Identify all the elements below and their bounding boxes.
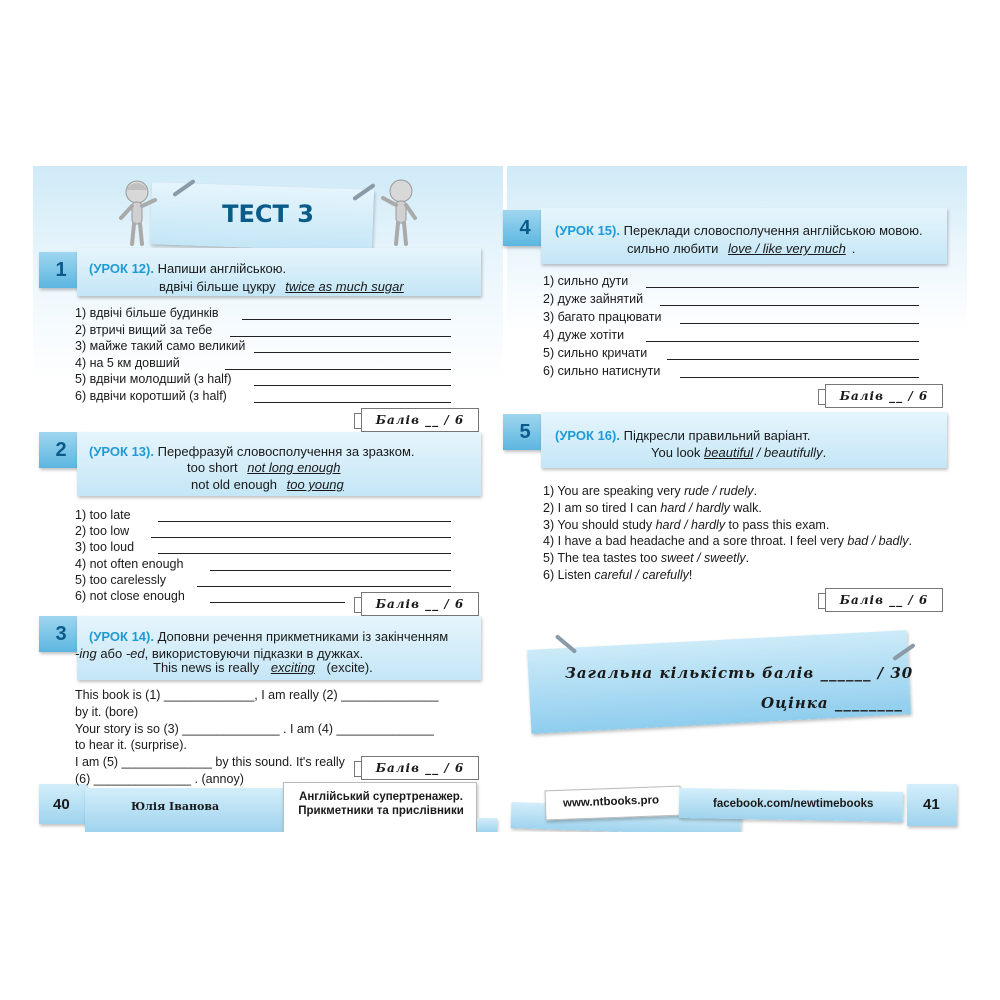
test-title: ТЕСТ 3 bbox=[222, 200, 314, 228]
exercise-4-number: 4 bbox=[503, 210, 547, 246]
exercise-3-instruction: (УРОК 14). Доповни речення прикметниками із закінченням bbox=[89, 629, 449, 644]
exercise-4-example: сильно любити love / like very much . bbox=[627, 241, 856, 256]
answer-blank[interactable] bbox=[254, 385, 451, 386]
exercise-3-instruction-line-2: -ing або -ed, використовуючи підказки в дужках. bbox=[75, 646, 364, 661]
exercise-5-instruction: (УРОК 16). Підкресли правильний варіант. bbox=[555, 428, 811, 443]
exercise-2-number: 2 bbox=[39, 432, 83, 468]
answer-options[interactable]: sweet / sweetly bbox=[660, 551, 746, 566]
answer-blank[interactable] bbox=[660, 305, 919, 306]
answer-blank[interactable] bbox=[680, 377, 919, 378]
exercise-item: 6) not close enough bbox=[75, 589, 185, 603]
answer-blank[interactable] bbox=[210, 602, 345, 603]
answer-blank[interactable] bbox=[151, 537, 451, 538]
exercise-item: 1) You are speaking very rude / rudely. bbox=[543, 484, 758, 498]
exercise-text-line: This book is (1) _____________, I am really (2) ______________ bbox=[75, 688, 439, 702]
exercise-text-line: (6) ______________ . (annoy) bbox=[75, 772, 244, 786]
answer-options[interactable]: rude / rudely bbox=[684, 484, 754, 498]
exercise-item: 5) too carelessly bbox=[75, 572, 167, 587]
exercise-4-instruction: (УРОК 15). Переклади словосполучення англійською мовою. bbox=[555, 223, 923, 238]
answer-blank[interactable] bbox=[158, 521, 451, 522]
answer-options[interactable]: hard / hardly bbox=[655, 517, 726, 532]
exercise-item: 3) You should study hard / hardly to pass this exam. bbox=[543, 517, 830, 532]
exercise-text-line: by it. (bore) bbox=[75, 704, 139, 719]
book-spread bbox=[33, 166, 967, 832]
girl-figure-icon bbox=[115, 178, 161, 248]
answer-blank[interactable] bbox=[667, 359, 919, 360]
exercise-2-instruction: (УРОК 13). Перефразуй словосполучення за зразком. bbox=[89, 444, 415, 459]
author-name: Юлія Іванова bbox=[131, 800, 220, 813]
score-box-5: Балів __ / 6 bbox=[825, 588, 943, 612]
example-answer: twice as much sugar bbox=[285, 279, 404, 294]
exercise-item: 5) The tea tastes too sweet / sweetly. bbox=[543, 551, 750, 566]
total-score-label: Загальна кількість балів ______ / 30 bbox=[565, 664, 914, 682]
lesson-label: (УРОК 13). bbox=[89, 444, 154, 459]
answer-blank[interactable] bbox=[254, 402, 451, 403]
answer-options[interactable]: careful / carefully bbox=[594, 568, 689, 582]
exercise-1-instruction: (УРОК 12). Напиши англійською. bbox=[89, 261, 287, 276]
exercise-item: 2) too low bbox=[75, 524, 130, 539]
exercise-text-line: I am (5) _____________ by this sound. It's really bbox=[75, 755, 345, 770]
exercise-item: 5) вдвічи молодший (з half) bbox=[75, 372, 232, 386]
exercise-item: 6) сильно натиснути bbox=[543, 364, 661, 378]
left-footer-strip bbox=[477, 818, 497, 832]
exercise-item: 1) too late bbox=[75, 508, 131, 522]
exercise-item: 2) дуже зайнятий bbox=[543, 292, 644, 306]
exercise-item: 2) втричі вищий за тебе bbox=[75, 322, 213, 337]
exercise-item: 1) вдвічі більше будинків bbox=[75, 306, 219, 320]
score-box-1: Балів __ / 6 bbox=[361, 408, 479, 432]
lesson-label: (УРОК 14). bbox=[89, 629, 154, 644]
lesson-label: (УРОК 16). bbox=[555, 428, 620, 443]
exercise-text-line: to hear it. (surprise). bbox=[75, 738, 187, 753]
exercise-item: 6) вдвічи коротший (з half) bbox=[75, 388, 227, 403]
answer-blank[interactable] bbox=[210, 570, 451, 571]
exercise-item: 4) на 5 км довший bbox=[75, 355, 180, 370]
answer-blank[interactable] bbox=[242, 319, 451, 320]
lesson-label: (УРОК 12). bbox=[89, 261, 154, 276]
book-title: Англійський супертренажер. Прикметники та прислівники bbox=[298, 791, 464, 817]
answer-blank[interactable] bbox=[680, 323, 919, 324]
answer-blank[interactable] bbox=[254, 352, 451, 353]
exercise-item: 1) сильно дути bbox=[543, 274, 629, 288]
score-box-2: Балів __ / 6 bbox=[361, 592, 479, 616]
answer-blank[interactable] bbox=[646, 287, 919, 288]
answer-blank[interactable] bbox=[230, 336, 451, 337]
answer-blank[interactable] bbox=[158, 553, 451, 554]
answer-options[interactable]: bad / badly bbox=[847, 534, 909, 549]
exercise-3-number: 3 bbox=[39, 616, 83, 652]
exercise-item: 5) сильно кричати bbox=[543, 346, 648, 360]
exercise-item: 4) I have a bad headache and a sore throat. I feel very bad / badly. bbox=[543, 534, 913, 549]
left-page-number: 40 bbox=[53, 796, 70, 813]
website-link[interactable]: www.ntbooks.pro bbox=[562, 794, 660, 810]
score-box-3: Балів __ / 6 bbox=[361, 756, 479, 780]
exercise-item: 2) I am so tired I can hard / hardly walk. bbox=[543, 500, 762, 515]
right-page bbox=[507, 166, 967, 832]
exercise-1-number: 1 bbox=[39, 252, 83, 288]
answer-blank[interactable] bbox=[646, 341, 919, 342]
score-box-4: Балів __ / 6 bbox=[825, 384, 943, 408]
exercise-item: 3) майже такий само великий bbox=[75, 339, 246, 353]
exercise-2-example-2: not old enough too young bbox=[191, 477, 344, 492]
answer-blank[interactable] bbox=[197, 586, 451, 587]
facebook-link[interactable]: facebook.com/newtimebooks bbox=[713, 798, 874, 810]
exercise-text-line: Your story is so (3) ______________ . I am (4) ______________ bbox=[75, 721, 434, 736]
exercise-item: 4) not often enough bbox=[75, 556, 184, 571]
exercise-item: 4) дуже хотіти bbox=[543, 328, 625, 342]
boy-figure-icon bbox=[377, 178, 423, 248]
exercise-3-example: This news is really exciting (excite). bbox=[153, 660, 373, 675]
grade-label: Оцінка ________ bbox=[761, 694, 903, 712]
exercise-1-example: вдвічі більше цукру twice as much sugar bbox=[159, 278, 410, 295]
exercise-item: 3) багато працювати bbox=[543, 310, 662, 324]
exercise-5-example: You look beautiful / beautifully. bbox=[651, 445, 827, 460]
exercise-item: 6) Listen careful / carefully! bbox=[543, 568, 693, 582]
lesson-label: (УРОК 15). bbox=[555, 223, 620, 238]
answer-options[interactable]: hard / hardly bbox=[660, 500, 730, 515]
exercise-5-number: 5 bbox=[503, 414, 547, 450]
exercise-item: 3) too loud bbox=[75, 540, 135, 555]
exercise-2-example-1: too short not long enough bbox=[187, 460, 341, 475]
answer-blank[interactable] bbox=[225, 369, 451, 370]
right-page-number: 41 bbox=[923, 796, 940, 813]
